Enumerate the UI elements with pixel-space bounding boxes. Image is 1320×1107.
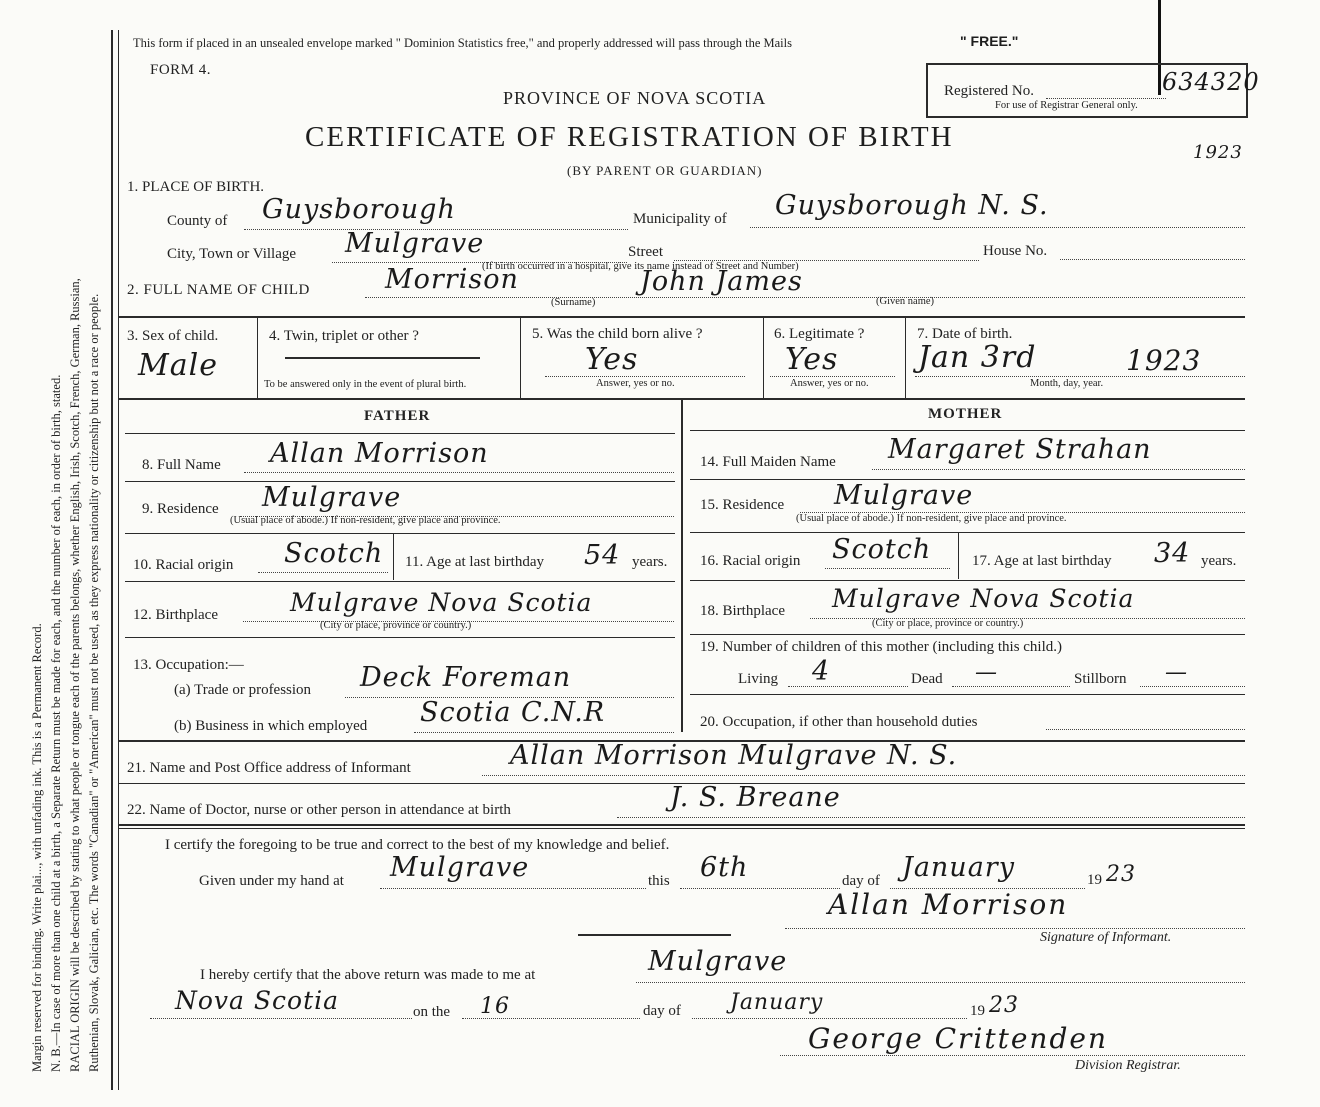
- mother-residence-label: 15. Residence: [700, 497, 785, 513]
- municipality-value: Guysborough N. S.: [775, 190, 1049, 221]
- house-label: House No.: [983, 243, 1048, 259]
- father-rule-5: [125, 637, 675, 638]
- father-heading: FATHER: [364, 408, 431, 424]
- box-divider-3: [763, 318, 764, 398]
- place-heading: 1. PLACE OF BIRTH.: [127, 179, 265, 195]
- father-age-divider: [393, 534, 394, 580]
- living-line: [788, 686, 908, 687]
- father-rule-1: [125, 433, 675, 434]
- father-years: years.: [632, 554, 668, 570]
- alive-caption: Answer, yes or no.: [596, 378, 675, 389]
- father-rule-4: [125, 581, 675, 582]
- twin-dash: [285, 357, 480, 359]
- mother-rule-5: [690, 634, 1245, 635]
- informant-line: [482, 775, 1245, 776]
- father-name-line: [244, 472, 674, 473]
- sex-label: 3. Sex of child.: [127, 328, 219, 344]
- father-age-label: 11. Age at last birthday: [405, 554, 544, 570]
- registrar-signature-caption: Division Registrar.: [1075, 1058, 1181, 1073]
- racial-note-1: RACIAL ORIGIN will be described by stating to what people or tongue each of the parents belongs, whether English, Irish, Scotch, French, German, Russian,: [68, 278, 82, 1072]
- dead-value: —: [975, 660, 998, 685]
- mother-name-value: Margaret Strahan: [888, 434, 1152, 465]
- this-value: 6th: [700, 852, 749, 883]
- given-place: Mulgrave: [390, 852, 530, 883]
- mother-name-line: [872, 469, 1245, 470]
- mother-years: years.: [1201, 553, 1237, 569]
- legitimate-caption: Answer, yes or no.: [790, 378, 869, 389]
- stillborn-label: Stillborn: [1074, 671, 1127, 687]
- street-label: Street: [628, 244, 663, 260]
- legitimate-value: Yes: [785, 342, 839, 377]
- separator-line: [578, 934, 731, 936]
- box-divider-4: [905, 318, 906, 398]
- year-prefix: 19: [1087, 872, 1102, 888]
- mother-name-label: 14. Full Maiden Name: [700, 454, 836, 470]
- racial-note-2: Ruthenian, Slovak, Galician, etc. The words "Canadian" or "American" must not be used, as they express nationality or citizenship but not a race or people.: [87, 293, 101, 1072]
- day-of-label: day of: [842, 873, 880, 889]
- father-occupation-label: 13. Occupation:—: [133, 657, 244, 673]
- mother-residence-caption: (Usual place of abode.) If non-resident, give place and province.: [796, 513, 1067, 524]
- dead-line: [952, 686, 1070, 687]
- certify-statement: I certify the foregoing to be true and correct to the best of my knowledge and belief.: [165, 837, 670, 853]
- mother-rule-1: [690, 430, 1245, 431]
- county-value: Guysborough: [262, 194, 456, 225]
- sex-value: Male: [138, 348, 218, 383]
- on-the-label: on the: [413, 1004, 451, 1020]
- father-birthplace-value: Mulgrave Nova Scotia: [290, 588, 593, 617]
- doctor-value: J. S. Breane: [670, 782, 841, 813]
- father-trade-label: (a) Trade or profession: [174, 682, 312, 698]
- living-value: 4: [812, 656, 831, 687]
- father-birthplace-label: 12. Birthplace: [133, 607, 218, 623]
- given-name-caption: (Given name): [876, 296, 935, 307]
- year-stamp: 1923: [1193, 142, 1243, 163]
- registrar-statement: I hereby certify that the above return was made to me at: [200, 967, 536, 983]
- form-number: FORM 4.: [150, 62, 212, 78]
- mother-rule-6: [690, 694, 1245, 695]
- registrar-month: January: [730, 990, 824, 1015]
- alive-line: [545, 376, 745, 377]
- father-age-value: 54: [584, 540, 621, 571]
- twin-note: To be answered only in the event of plural birth.: [264, 379, 467, 390]
- doctor-label: 22. Name of Doctor, nurse or other person in attendance at birth: [127, 802, 511, 818]
- surname-caption: (Surname): [551, 297, 596, 308]
- free-mark: " FREE.": [960, 33, 1019, 49]
- registrar-place-line: [636, 982, 1245, 983]
- province-heading: PROVINCE OF NOVA SCOTIA: [503, 88, 767, 108]
- registered-line: [1046, 98, 1166, 99]
- dead-label: Dead: [911, 671, 943, 687]
- registrar-year: 23: [989, 993, 1019, 1018]
- father-name-label: 8. Full Name: [142, 457, 221, 473]
- legitimate-label: 6. Legitimate ?: [774, 326, 865, 342]
- this-line: [680, 888, 840, 889]
- father-residence-label: 9. Residence: [142, 501, 219, 517]
- given-line: [380, 888, 646, 889]
- father-trade-value: Deck Foreman: [360, 662, 572, 693]
- registrar-place2-line: [150, 1018, 412, 1019]
- legitimate-line: [770, 376, 895, 377]
- registered-label: Registered No.: [944, 83, 1034, 99]
- registrar-signature-line: [780, 1055, 1245, 1056]
- informant-signature: Allan Morrison: [828, 888, 1069, 921]
- mother-occupation-label: 20. Occupation, if other than household duties: [700, 714, 978, 730]
- mother-heading: MOTHER: [928, 406, 1003, 422]
- alive-value: Yes: [585, 342, 639, 377]
- child-name-label: 2. FULL NAME OF CHILD: [127, 282, 310, 298]
- registrar-day-of-label: day of: [643, 1003, 681, 1019]
- certificate-subtitle: (BY PARENT OR GUARDIAN): [567, 163, 763, 178]
- father-business-label: (b) Business in which employed: [174, 718, 368, 734]
- informant-label: 21. Name and Post Office address of Informant: [127, 760, 411, 776]
- father-birthplace-caption: (City or place, province or country.): [320, 620, 472, 631]
- twin-label: 4. Twin, triplet or other ?: [269, 328, 419, 344]
- dob-value: Jan 3rd: [918, 340, 1037, 375]
- father-business-value: Scotia C.N.R: [420, 697, 606, 728]
- registrar-note: For use of Registrar General only.: [995, 100, 1138, 111]
- mother-residence-value: Mulgrave: [834, 480, 974, 511]
- mother-birthplace-caption: (City or place, province or country.): [872, 618, 1024, 629]
- municipality-line: [750, 227, 1245, 228]
- mother-age-value: 34: [1154, 538, 1191, 569]
- dob-caption: Month, day, year.: [1030, 378, 1104, 389]
- mother-racial-value: Scotch: [832, 534, 932, 565]
- mother-birthplace-label: 18. Birthplace: [700, 603, 785, 619]
- child-name-line: [365, 297, 1245, 298]
- parents-divider: [681, 400, 683, 732]
- living-label: Living: [738, 671, 778, 687]
- nb-note: N. B.—In case of more than one child at a birth, a Separate Return must be made for each, and the number of each, in order of birth, stated.: [49, 374, 63, 1072]
- informant-signature-caption: Signature of Informant.: [1040, 930, 1172, 945]
- left-border: [111, 30, 113, 1090]
- registered-number: 634320: [1162, 68, 1260, 96]
- county-label: County of: [167, 213, 228, 229]
- dob-year: 1923: [1126, 344, 1202, 377]
- registrar-year-prefix: 19: [970, 1003, 985, 1019]
- mail-notice: This form if placed in an unsealed envelope marked " Dominion Statistics free," and properly addressed will pass through the Mails: [133, 36, 792, 50]
- registrar-signature: George Crittenden: [808, 1022, 1108, 1055]
- mother-racial-label: 16. Racial origin: [700, 553, 801, 569]
- registrar-month-line: [692, 1018, 967, 1019]
- father-rule-3: [125, 533, 675, 534]
- house-line: [1060, 259, 1245, 260]
- mother-birthplace-value: Mulgrave Nova Scotia: [832, 584, 1135, 613]
- box-divider-1: [257, 318, 258, 398]
- rule-top-boxes: [119, 316, 1245, 318]
- margin-note: Margin reserved for binding. Write plai..., with unfading ink. This is a Permanent Record.: [30, 623, 44, 1072]
- certificate-title: CERTIFICATE OF REGISTRATION OF BIRTH: [305, 121, 954, 153]
- father-racial-line: [258, 572, 388, 573]
- stillborn-line: [1140, 686, 1245, 687]
- hospital-note: (If birth occurred in a hospital, give its name instead of Street and Number): [482, 261, 799, 272]
- father-residence-caption: (Usual place of abode.) If non-resident, give place and province.: [230, 515, 501, 526]
- rule-doctor-bottom-1: [119, 824, 1245, 826]
- year-value: 23: [1106, 862, 1136, 887]
- doctor-line: [617, 817, 1245, 818]
- box-divider-2: [520, 318, 521, 398]
- surname-value: Morrison: [385, 264, 519, 295]
- father-name-value: Allan Morrison: [270, 438, 489, 469]
- alive-label: 5. Was the child born alive ?: [532, 326, 703, 342]
- left-border-inner: [118, 30, 119, 1090]
- mother-rule-3: [690, 532, 1245, 533]
- rule-doctor-bottom-2: [119, 828, 1245, 829]
- mother-racial-line: [825, 568, 950, 569]
- father-residence-value: Mulgrave: [262, 482, 402, 513]
- registrar-place: Mulgrave: [648, 946, 788, 977]
- father-racial-value: Scotch: [284, 538, 384, 569]
- informant-value: Allan Morrison Mulgrave N. S.: [510, 740, 958, 771]
- mother-age-label: 17. Age at last birthday: [972, 553, 1112, 569]
- dob-line: [915, 376, 1245, 377]
- month-value: January: [902, 852, 1015, 883]
- given-label: Given under my hand at: [199, 873, 344, 889]
- mother-age-divider: [958, 533, 959, 579]
- dob-label: 7. Date of birth.: [917, 326, 1013, 342]
- city-label: City, Town or Village: [167, 246, 297, 262]
- registrar-place2: Nova Scotia: [175, 986, 340, 1015]
- mother-rule-4: [690, 580, 1245, 581]
- stillborn-value: —: [1165, 660, 1188, 685]
- informant-signature-line: [785, 928, 1245, 929]
- this-label: this: [648, 873, 670, 889]
- city-value: Mulgrave: [345, 228, 485, 259]
- municipality-label: Municipality of: [633, 211, 727, 227]
- mother-occupation-line: [1046, 729, 1245, 730]
- on-the-value: 16: [480, 994, 510, 1019]
- mother-children-label: 19. Number of children of this mother (including this child.): [700, 639, 1063, 655]
- father-racial-label: 10. Racial origin: [133, 557, 234, 573]
- father-business-line: [414, 732, 674, 733]
- given-name-value: John James: [640, 266, 803, 297]
